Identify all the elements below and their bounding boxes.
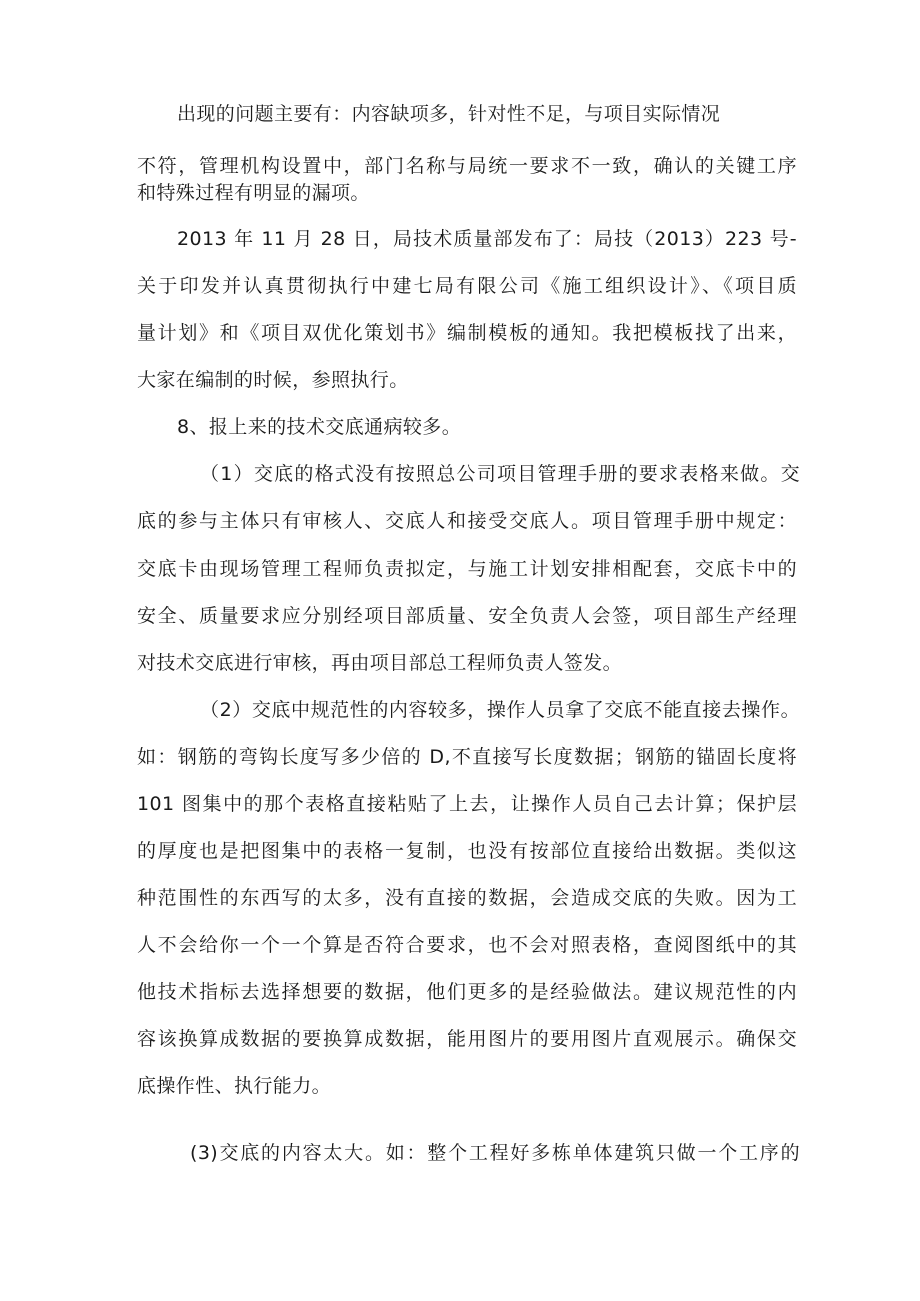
paragraph-5-line-6: 人不会给你一个一个算是否符合要求，也不会对照表格，查阅图纸中的其 [137, 934, 797, 956]
paragraph-5-line-5: 种范围性的东西写的太多，没有直接的数据，会造成交底的失败。因为工 [137, 887, 797, 909]
paragraph-1-line-3: 和特殊过程有明显的漏项。 [137, 182, 370, 204]
paragraph-6-line-1: (3)交底的内容太大。如：整个工程好多栋单体建筑只做一个工序的 [190, 1142, 800, 1164]
paragraph-2-line-1: 2013 年 11 月 28 日，局技术质量部发布了：局技（2013）223 号- [177, 228, 797, 250]
paragraph-1-line-2: 不符，管理机构设置中，部门名称与局统一要求不一致，确认的关键工序 [137, 155, 797, 177]
paragraph-5-line-8: 容该换算成数据的要换算成数据，能用图片的要用图片直观展示。确保交 [137, 1028, 797, 1050]
paragraph-2-line-3: 量计划》和《项目双优化策划书》编制模板的通知。我把模板找了出来， [137, 322, 797, 344]
paragraph-5-line-3: 101 图集中的那个表格直接粘贴了上去，让操作人员自己去计算；保护层 [137, 793, 797, 815]
paragraph-3-heading: 8、报上来的技术交底通病较多。 [177, 416, 462, 438]
paragraph-4-line-5: 对技术交底进行审核，再由项目部总工程师负责人签发。 [137, 652, 623, 674]
paragraph-4-line-2: 底的参与主体只有审核人、交底人和接受交底人。项目管理手册中规定： [137, 510, 797, 532]
paragraph-1-line-1: 出现的问题主要有：内容缺项多，针对性不足，与项目实际情况 [177, 103, 721, 125]
paragraph-4-line-1: （1）交底的格式没有按照总公司项目管理手册的要求表格来做。交 [200, 463, 800, 485]
paragraph-5-line-2: 如：钢筋的弯钩长度写多少倍的 D,不直接写长度数据；钢筋的锚固长度将 [137, 746, 797, 768]
paragraph-5-line-1: （2）交底中规范性的内容较多，操作人员拿了交底不能直接去操作。 [200, 699, 800, 721]
paragraph-4-line-4: 安全、质量要求应分别经项目部质量、安全负责人会签，项目部生产经理 [137, 605, 797, 627]
paragraph-2-line-4: 大家在编制的时候，参照执行。 [137, 369, 409, 391]
paragraph-5-line-4: 的厚度也是把图集中的表格一复制，也没有按部位直接给出数据。类似这 [137, 840, 797, 862]
paragraph-2-line-2: 关于印发并认真贯彻执行中建七局有限公司《施工组织设计》、《项目质 [137, 275, 797, 297]
paragraph-5-line-7: 他技术指标去选择想要的数据，他们更多的是经验做法。建议规范性的内 [137, 981, 797, 1003]
paragraph-4-line-3: 交底卡由现场管理工程师负责拟定，与施工计划安排相配套，交底卡中的 [137, 558, 797, 580]
paragraph-5-line-9: 底操作性、执行能力。 [137, 1075, 332, 1097]
